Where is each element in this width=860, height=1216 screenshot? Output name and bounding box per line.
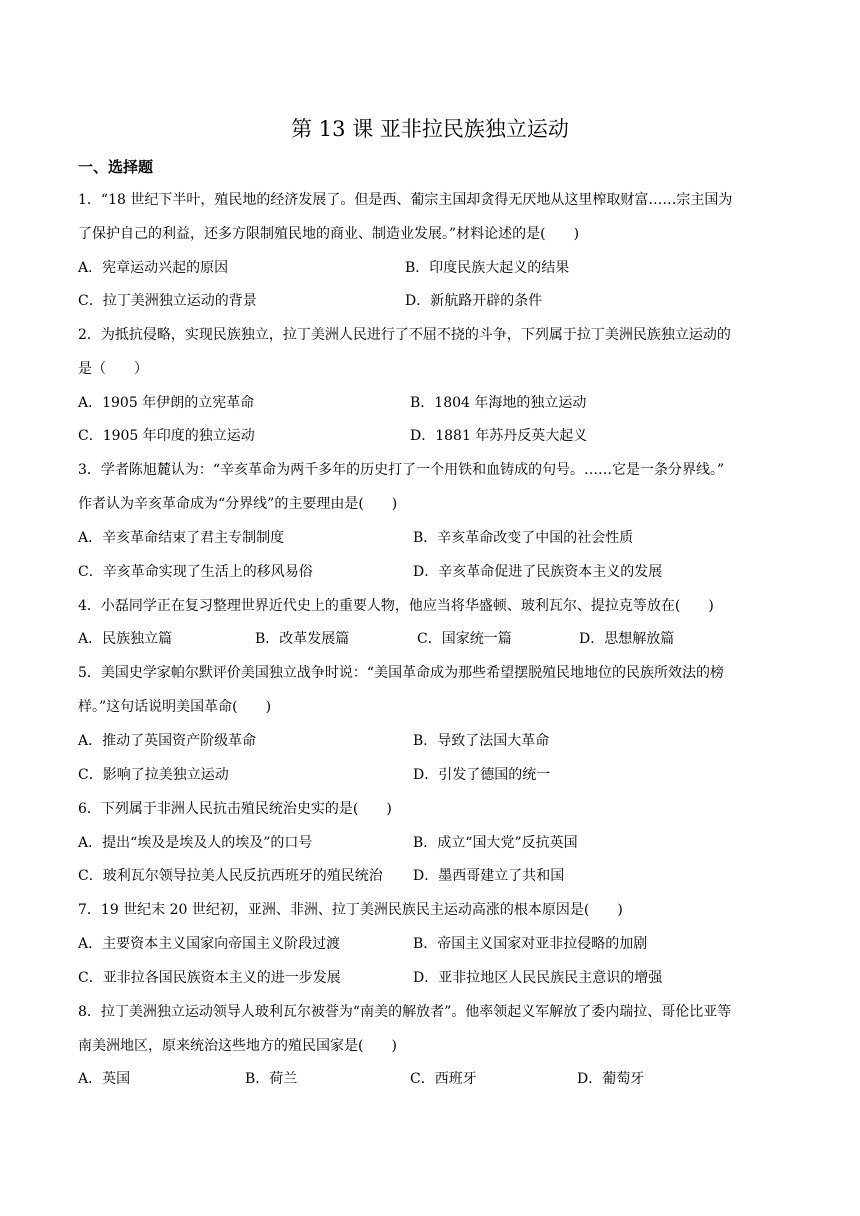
question-6-stem-line-1: 6．下列属于非洲人民抗击殖民统治史实的是( ) <box>78 801 392 817</box>
question-1-option-a: A．宪章运动兴起的原因 <box>78 260 229 276</box>
question-4-option-b: B．改革发展篇 <box>255 631 350 647</box>
question-5-option-a: A．推动了英国资产阶级革命 <box>78 733 257 749</box>
question-8-stem-line-2: 南美洲地区，原来统治这些地方的殖民国家是( ) <box>78 1038 397 1054</box>
question-3-stem-line-1: 3．学者陈旭麓认为：“辛亥革命为两千多年的历史打了一个用铁和血铸成的句号。……它是一条分界线。” <box>78 462 725 478</box>
question-5-option-b: B．导致了法国大革命 <box>413 733 550 749</box>
question-6-option-b: B．成立“国大党”反抗英国 <box>413 835 578 851</box>
question-7-option-c: C．亚非拉各国民族资本主义的进一步发展 <box>78 970 341 986</box>
question-4-option-c: C．国家统一篇 <box>417 631 512 647</box>
question-4-stem-line-1: 4．小磊同学正在复习整理世界近代史上的重要人物，他应当将华盛顿、玻利瓦尔、提拉克等放在( ) <box>78 598 714 614</box>
question-8-option-c: C．西班牙 <box>410 1071 477 1087</box>
question-3-option-c: C．辛亥革命实现了生活上的移风易俗 <box>78 564 313 580</box>
question-6-option-c: C．玻利瓦尔领导拉美人民反抗西班牙的殖民统治 <box>78 868 383 884</box>
question-6-option-a: A．提出“埃及是埃及人的埃及”的口号 <box>78 835 313 851</box>
question-5-option-d: D．引发了德国的统一 <box>413 767 551 783</box>
question-2-option-d: D．1881 年苏丹反英大起义 <box>410 428 588 444</box>
question-3-stem-line-2: 作者认为辛亥革命成为“分界线”的主要理由是( ) <box>78 496 398 512</box>
question-5-stem-line-1: 5．美国史学家帕尔默评价美国独立战争时说：“美国革命成为那些希望摆脱殖民地地位的民族所效法的榜 <box>78 665 725 681</box>
page-title: 第 13 课 亚非拉民族独立运动 <box>291 117 569 141</box>
section-heading: 一、选择题 <box>78 158 154 176</box>
question-4-option-d: D．思想解放篇 <box>579 631 675 647</box>
question-8-option-a: A．英国 <box>78 1071 131 1087</box>
question-2-option-a: A．1905 年伊朗的立宪革命 <box>78 395 255 411</box>
question-5-option-c: C．影响了拉美独立运动 <box>78 767 229 783</box>
question-8-option-d: D．葡萄牙 <box>577 1071 645 1087</box>
question-1-stem-line-2: 了保护自己的利益，还多方限制殖民地的商业、制造业发展。”材料论述的是( ) <box>78 226 580 242</box>
question-3-option-a: A．辛亥革命结束了君主专制制度 <box>78 530 285 546</box>
question-3-option-b: B．辛亥革命改变了中国的社会性质 <box>413 530 634 546</box>
question-7-option-b: B．帝国主义国家对亚非拉侵略的加剧 <box>413 936 648 952</box>
question-6-option-d: D．墨西哥建立了共和国 <box>413 868 565 884</box>
question-5-stem-line-2: 样。”这句话说明美国革命( ) <box>78 699 272 715</box>
question-7-option-d: D．亚非拉地区人民民族民主意识的增强 <box>413 970 663 986</box>
question-4-option-a: A．民族独立篇 <box>78 631 173 647</box>
question-1-option-d: D．新航路开辟的条件 <box>405 293 543 309</box>
question-3-option-d: D．辛亥革命促进了民族资本主义的发展 <box>413 564 663 580</box>
question-2-option-c: C．1905 年印度的独立运动 <box>78 428 255 444</box>
question-2-stem-line-2: 是（ ） <box>78 361 148 377</box>
question-1-stem-line-1: 1．“18 世纪下半叶，殖民地的经济发展了。但是西、葡宗主国却贪得无厌地从这里榨取财富……宗主国为 <box>78 192 733 208</box>
question-7-stem-line-1: 7．19 世纪末 20 世纪初，亚洲、非洲、拉丁美洲民族民主运动高涨的根本原因是( ) <box>78 902 623 918</box>
question-2-option-b: B．1804 年海地的独立运动 <box>410 395 587 411</box>
question-8-stem-line-1: 8．拉丁美洲独立运动领导人玻利瓦尔被誉为“南美的解放者”。他率领起义军解放了委内瑞拉、哥伦比亚等 <box>78 1004 732 1020</box>
question-8-option-b: B．荷兰 <box>245 1071 298 1087</box>
question-7-option-a: A．主要资本主义国家向帝国主义阶段过渡 <box>78 936 341 952</box>
question-2-stem-line-1: 2．为抵抗侵略，实现民族独立，拉丁美洲人民进行了不屈不挠的斗争，下列属于拉丁美洲民族独立运动的 <box>78 327 731 343</box>
question-1-option-b: B．印度民族大起义的结果 <box>405 260 570 276</box>
question-1-option-c: C．拉丁美洲独立运动的背景 <box>78 293 257 309</box>
